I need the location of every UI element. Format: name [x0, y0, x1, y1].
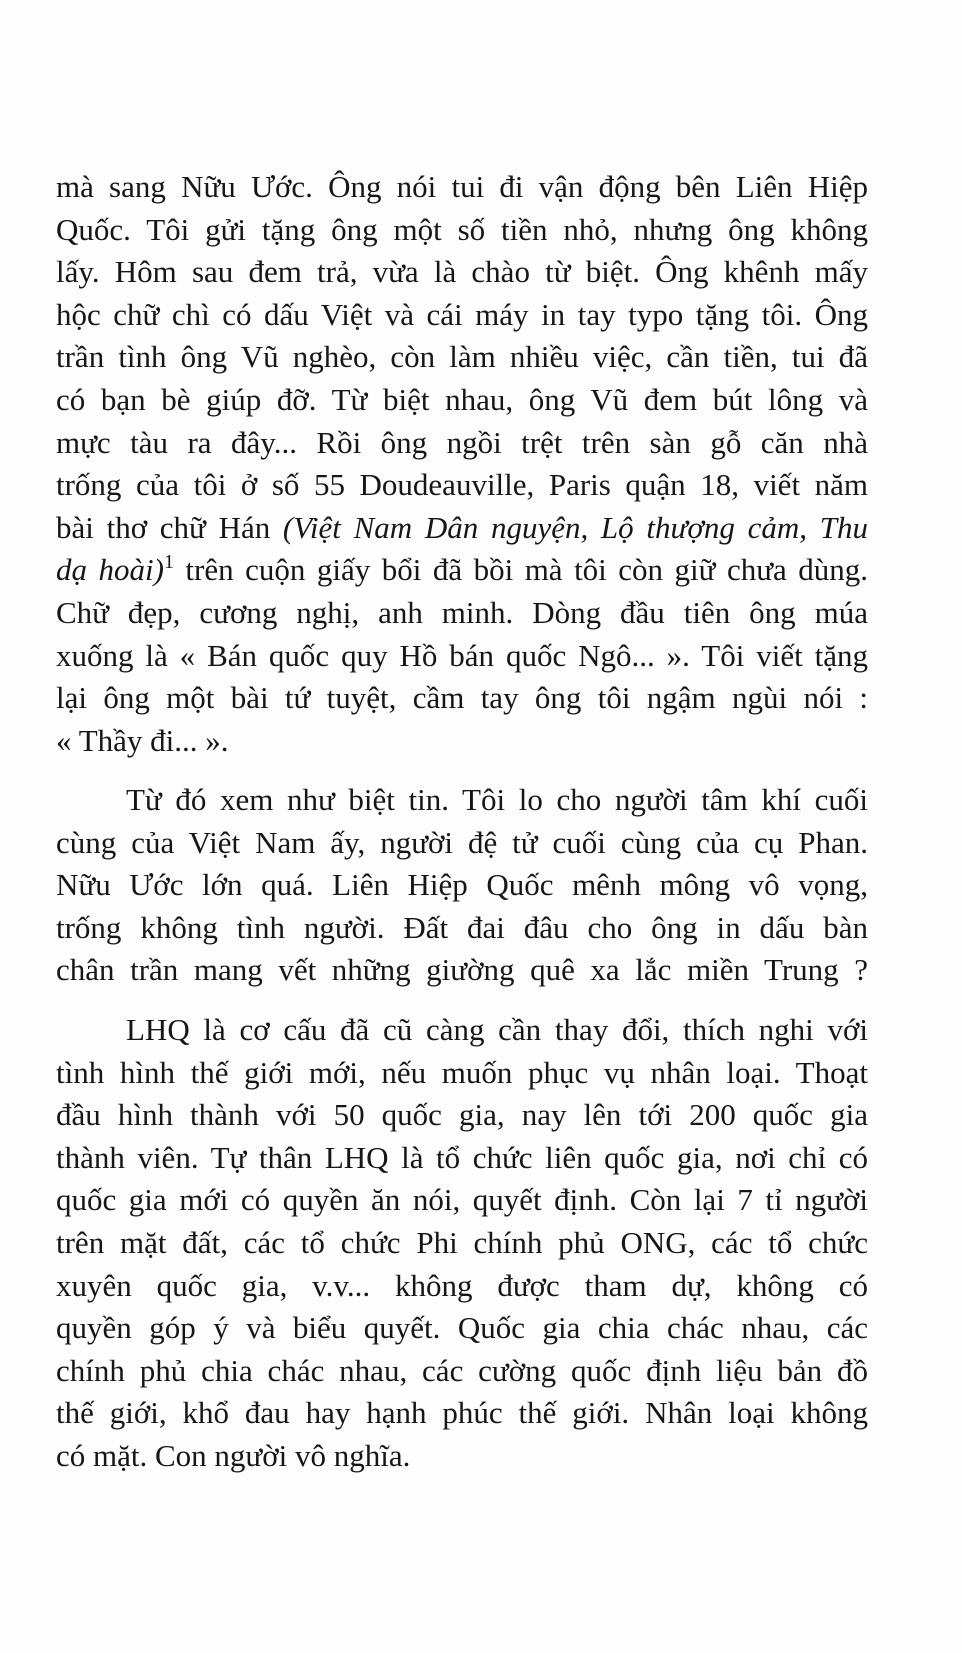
text-line: trần tình ông Vũ nghèo, còn làm nhiều việc, cần tiền, tui đã — [56, 339, 868, 375]
text-line: thế giới, khổ đau hay hạnh phúc thế giới. Nhân loại không — [56, 1395, 868, 1431]
text-line: tình hình thế giới mới, nếu muốn phục vụ nhân loại. Thoạt — [56, 1054, 868, 1090]
text-line: trên mặt đất, các tổ chức Phi chính phủ ONG, các tổ chức — [56, 1224, 868, 1260]
text-line: quốc gia mới có quyền ăn nói, quyết định. Còn lại 7 tỉ người — [56, 1182, 868, 1218]
text-line: Từ đó xem như biệt tin. Tôi lo cho người tâm khí cuối — [126, 782, 868, 817]
text-line: mà sang Nữu Ước. Ông nói tui đi vận động bên Liên Hiệp — [56, 169, 868, 204]
text-line: xuyên quốc gia, v.v... không được tham dự, không có — [56, 1267, 868, 1303]
text-line: LHQ là cơ cấu đã cũ càng cần thay đổi, thích nghi với — [126, 1012, 868, 1047]
text-line: mực tàu ra đây... Rồi ông ngồi trệt trên sàn gỗ căn nhà — [56, 424, 868, 460]
text-line: « Thầy đi... ». — [56, 722, 229, 758]
text-segment: bài thơ chữ Hán — [56, 509, 283, 545]
text-line: lấy. Hôm sau đem trả, vừa là chào từ biệt. Ông khênh mấy — [56, 254, 868, 290]
paragraph-2 — [56, 779, 868, 992]
text-segment: trên cuộn giấy bổi đã bồi mà tôi còn giữ chưa dùng. — [173, 552, 869, 588]
text-line: thành viên. Tự thân LHQ là tổ chức liên quốc gia, nơi chỉ có — [56, 1139, 868, 1175]
paragraph-3 — [56, 1009, 868, 1478]
poem-title-italic: dạ hoài) — [56, 552, 164, 588]
text-line: quyền góp ý và biểu quyết. Quốc gia chia chác nhau, các — [56, 1310, 868, 1346]
text-line: có mặt. Con người vô nghĩa. — [56, 1437, 411, 1473]
text-line: chân trần mang vết những giường quê xa lắc miền Trung ? — [56, 952, 868, 988]
text-line: có bạn bè giúp đỡ. Từ biệt nhau, ông Vũ đem bút lông và — [56, 381, 868, 417]
text-line: Chữ đẹp, cương nghị, anh minh. Dòng đầu tiên ông múa — [56, 594, 868, 630]
text-line-with-italic — [56, 507, 868, 550]
text-line: Nữu Ước lớn quá. Liên Hiệp Quốc mênh mông vô vọng, — [56, 867, 868, 903]
text-line: trống không tình người. Đất đai đâu cho ông in dấu bàn — [56, 909, 868, 945]
paragraph-1 — [56, 166, 868, 762]
text-line: trống của tôi ở số 55 Doudeauville, Paris quận 18, viết năm — [56, 467, 868, 503]
text-line: Quốc. Tôi gửi tặng ông một số tiền nhỏ, nhưng ông không — [56, 211, 868, 247]
text-line: cùng của Việt Nam ấy, người đệ tử cuối cùng của cụ Phan. — [56, 824, 868, 860]
text-line: hộc chữ chì có dấu Việt và cái máy in tay typo tặng tôi. Ông — [56, 296, 868, 332]
text-line-with-footnote — [56, 549, 868, 592]
poem-titles-italic: (Việt Nam Dân nguyện, Lộ thượng cảm, Thu — [282, 509, 868, 545]
text-line: xuống là « Bán quốc quy Hồ bán quốc Ngô... ». Tôi viết tặng — [56, 637, 868, 673]
footnote-marker: 1 — [163, 551, 174, 574]
text-line: đầu hình thành với 50 quốc gia, nay lên tới 200 quốc gia — [56, 1097, 868, 1133]
text-line: lại ông một bài tứ tuyệt, cầm tay ông tôi ngậm ngùi nói : — [56, 680, 868, 716]
text-line: chính phủ chia chác nhau, các cường quốc định liệu bản đồ — [56, 1352, 868, 1388]
